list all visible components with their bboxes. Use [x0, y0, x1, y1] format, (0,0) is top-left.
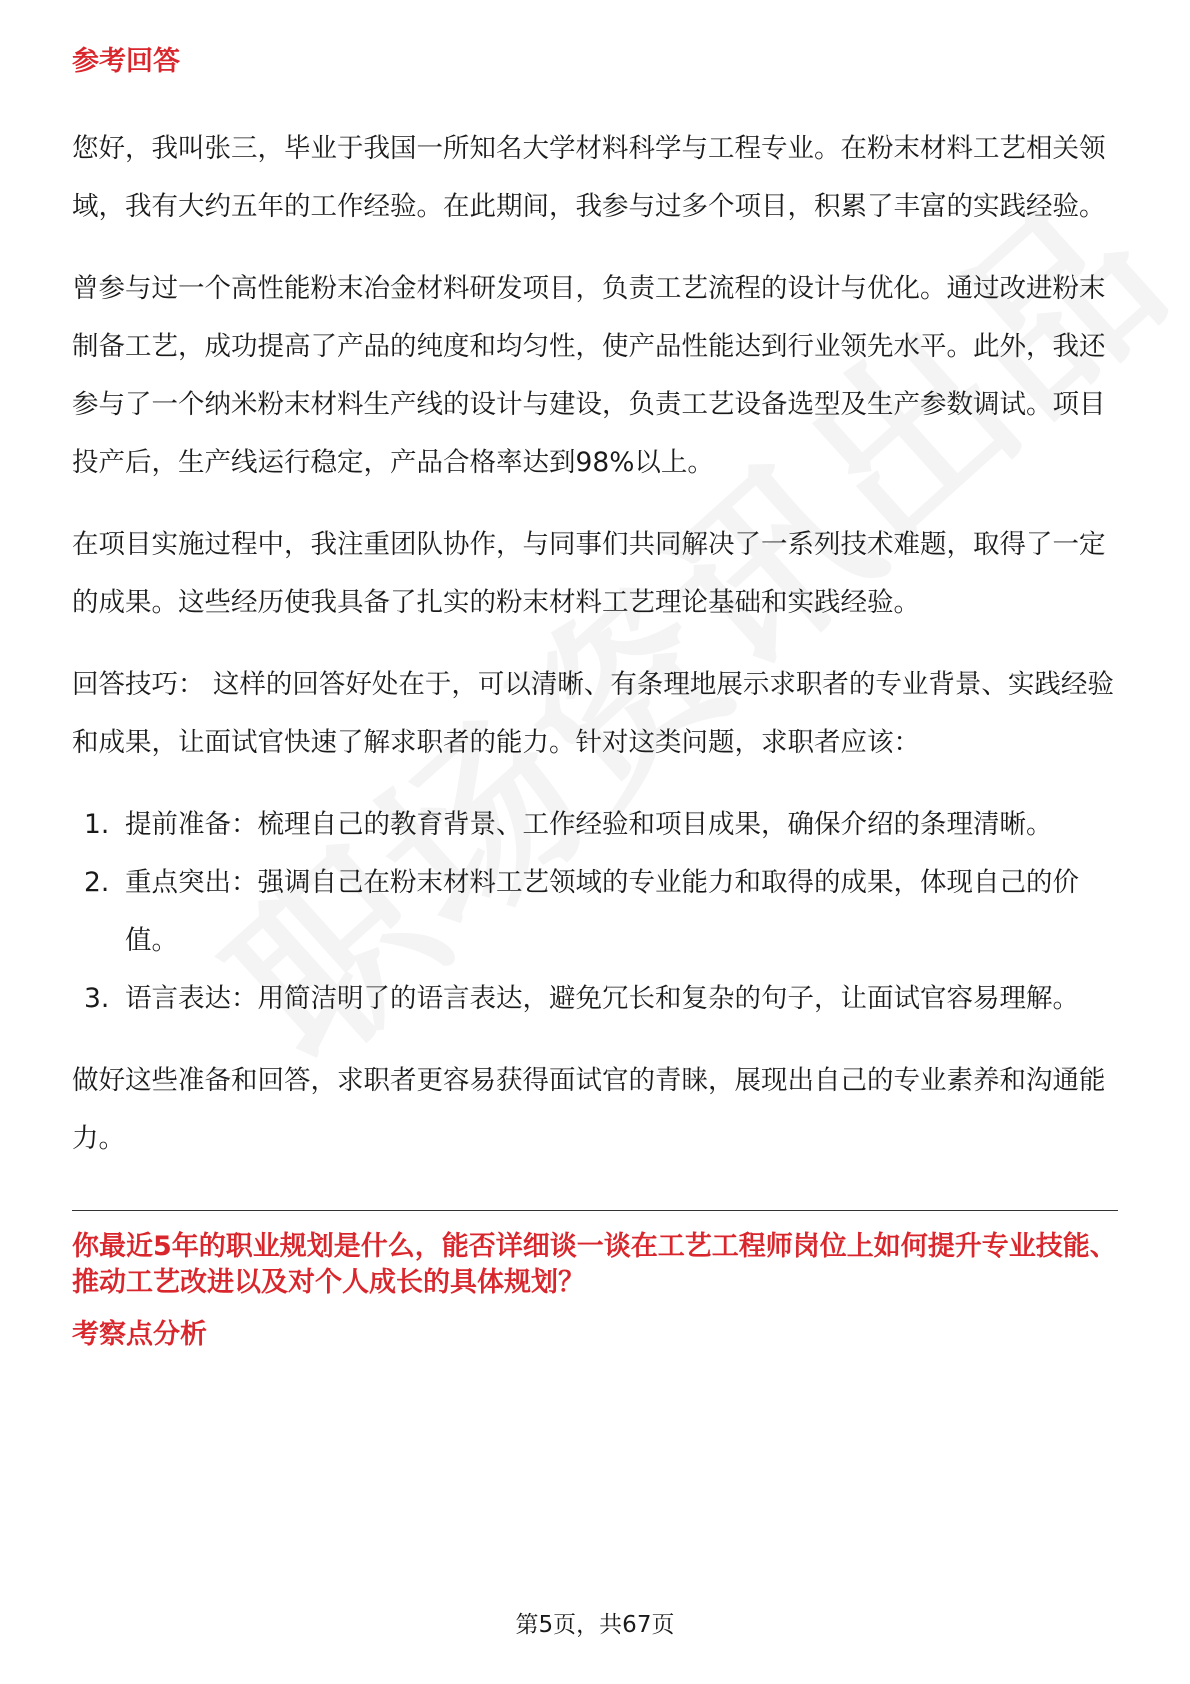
list-item-text: 重点突出：强调自己在粉末材料工艺领域的专业能力和取得的成果，体现自己的价值。: [125, 867, 1079, 956]
paragraph-teamwork: 在项目实施过程中，我注重团队协作，与同事们共同解决了一系列技术难题，取得了一定的成果。这些经历使我具备了扎实的粉末材料工艺理论基础和实践经验。: [72, 529, 1106, 618]
paragraph-closing: 做好这些准备和回答，求职者更容易获得面试官的青睐，展现出自己的专业素养和沟通能力。: [72, 1065, 1106, 1154]
list-item-text: 语言表达：用简洁明了的语言表达，避免冗长和复杂的句子，让面试官容易理解。: [125, 983, 1079, 1014]
paragraph-projects: 曾参与过一个高性能粉末冶金材料研发项目，负责工艺流程的设计与优化。通过改进粉末制备工艺，成功提高了产品的纯度和均匀性，使产品性能达到行业领先水平。此外，我还参与了一个纳米粉末材料生产线的设计与建设，负责工艺设备选型及生产参数调试。项目投产后，生产线运行稳定，产品合格率达到98%以上。: [72, 273, 1106, 478]
next-question: 你最近5年的职业规划是什么，能否详细谈一谈在工艺工程师岗位上如何提升专业技能、推动工艺改进以及对个人成长的具体规划？: [72, 1231, 1117, 1298]
list-number: 2.: [84, 867, 110, 898]
list-item: [72, 796, 1118, 854]
list-item-text: 提前准备：梳理自己的教育背景、工作经验和项目成果，确保介绍的条理清晰。: [125, 809, 1053, 840]
list-item: [72, 854, 1118, 970]
page-content: [72, 44, 1118, 1353]
analysis-heading: 考察点分析: [72, 1319, 207, 1350]
list-item: [72, 970, 1118, 1028]
tips-list: [72, 796, 1118, 1028]
list-number: 3.: [84, 983, 110, 1014]
list-number: 1.: [84, 809, 110, 840]
answer-heading: 参考回答: [72, 46, 180, 77]
paragraph-tips-intro: 回答技巧： 这样的回答好处在于，可以清晰、有条理地展示求职者的专业背景、实践经验和成果，让面试官快速了解求职者的能力。针对这类问题，求职者应该：: [72, 669, 1114, 758]
paragraph-intro: 您好，我叫张三，毕业于我国一所知名大学材料科学与工程专业。在粉末材料工艺相关领域，我有大约五年的工作经验。在此期间，我参与过多个项目，积累了丰富的实践经验。: [72, 133, 1106, 222]
page-number: 第5页，共67页: [515, 1612, 675, 1638]
